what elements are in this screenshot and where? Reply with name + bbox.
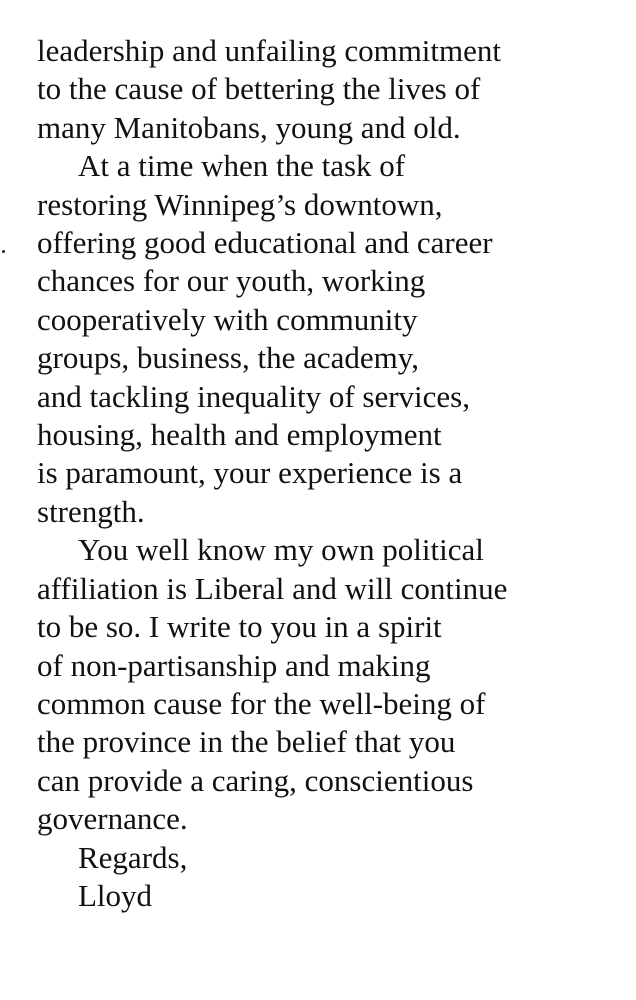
text-line: many Manitobans, young and old. (37, 109, 461, 145)
text-line: to the cause of bettering the lives of (37, 71, 481, 107)
paragraph-start-line: You well know my own political (78, 532, 484, 568)
margin-mark (2, 250, 5, 253)
text-line: restoring Winnipeg’s downtown, (37, 186, 443, 222)
text-line: of non-partisanship and making (37, 647, 431, 683)
text-line: affiliation is Liberal and will continue (37, 570, 508, 606)
text-line: strength. (37, 493, 145, 529)
paragraph-start-line: At a time when the task of (78, 148, 406, 184)
text-line: chances for our youth, working (37, 263, 426, 299)
text-line: and tackling inequality of services, (37, 378, 471, 414)
text-line: the province in the belief that you (37, 724, 456, 760)
text-line: common cause for the well-being of (37, 685, 486, 721)
closing-salutation: Regards, (78, 839, 188, 875)
letter-body (37, 32, 617, 915)
text-line: governance. (37, 801, 188, 837)
text-line: leadership and unfailing commitment (37, 33, 502, 68)
signature-name: Lloyd (78, 877, 153, 913)
text-line: can provide a caring, conscientious (37, 762, 474, 798)
text-line: offering good educational and career (37, 225, 493, 261)
text-line: to be so. I write to you in a spirit (37, 609, 442, 645)
text-line: cooperatively with community (37, 301, 418, 337)
text-line: groups, business, the academy, (37, 340, 419, 376)
text-line: is paramount, your experience is a (37, 455, 463, 491)
text-line: housing, health and employment (37, 417, 442, 453)
